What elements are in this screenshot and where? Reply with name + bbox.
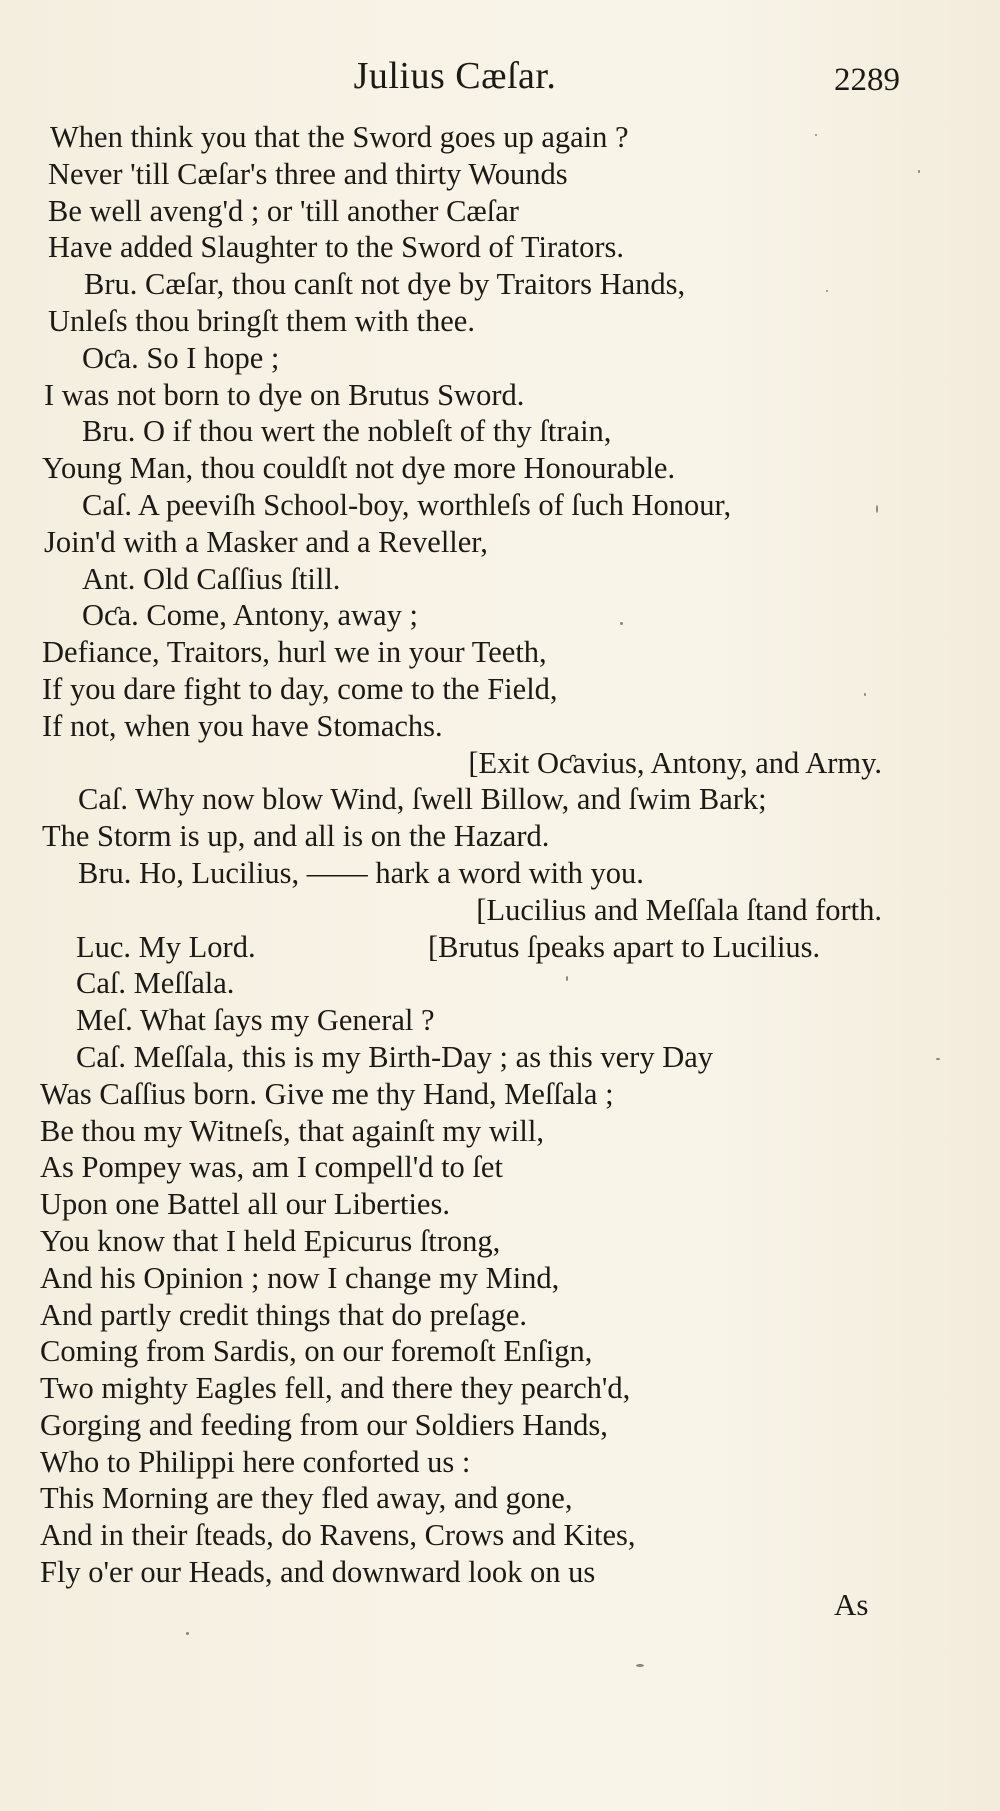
line-text: And partly credit things that do preſage. <box>40 1297 528 1332</box>
line-text: Caſ. Meſſala, this is my Birth-Day ; as this very Day <box>76 1039 714 1074</box>
text-line <box>0 1444 1000 1481</box>
stage-direction: [Brutus ſpeaks apart to Lucilius. <box>428 929 821 964</box>
text-line <box>0 1297 1000 1334</box>
text-line <box>0 266 1000 303</box>
line-text: Ant. Old Caſſius ſtill. <box>82 561 341 596</box>
line-text: Caſ. Meſſala. <box>76 966 235 1001</box>
text-line <box>0 708 1000 745</box>
running-title: Julius Cæſar. <box>353 55 557 97</box>
paper-speck <box>186 1632 189 1635</box>
line-text: Two mighty Eagles fell, and there they pearch'd, <box>40 1371 631 1406</box>
text-line <box>0 413 1000 450</box>
paper-speck <box>636 1664 644 1667</box>
line-text: Fly o'er our Heads, and downward look on us <box>40 1555 596 1590</box>
text-line <box>0 229 1000 266</box>
text-line <box>0 745 1000 782</box>
catchword: As <box>834 1587 869 1622</box>
line-text: Gorging and feeding from our Soldiers Hands, <box>40 1407 608 1442</box>
line-text: And in their ſteads, do Ravens, Crows and Kites, <box>40 1518 636 1553</box>
text-line <box>0 1002 1000 1039</box>
line-text: Oƈa. Come, Antony, away ; <box>82 598 418 633</box>
text-line <box>0 1554 1000 1591</box>
text-line <box>0 561 1000 598</box>
paper-speck <box>566 976 568 981</box>
play-text <box>0 119 1000 1591</box>
line-text: Unleſs thou bringſt them with thee. <box>48 303 475 338</box>
line-text: Was Caſſius born. Give me thy Hand, Meſſala ; <box>40 1076 614 1111</box>
line-text: The Storm is up, and all is on the Hazard. <box>42 819 550 854</box>
paper-speck <box>918 170 920 173</box>
page-number: 2289 <box>834 62 900 98</box>
text-line <box>0 487 1000 524</box>
line-text: Who to Philippi here conforted us : <box>40 1444 471 1479</box>
text-line <box>0 377 1000 414</box>
text-line <box>0 1076 1000 1113</box>
text-line <box>0 855 1000 892</box>
line-text: When think you that the Sword goes up again ? <box>50 120 629 154</box>
text-line <box>0 340 1000 377</box>
line-text: If not, when you have Stomachs. <box>42 708 443 743</box>
paper-speck <box>876 505 878 513</box>
stage-direction: [Exit Oƈavius, Antony, and Army. <box>468 745 882 780</box>
text-line <box>0 1113 1000 1150</box>
line-text: Luc. My Lord. <box>76 929 256 964</box>
line-text: Join'd with a Masker and a Reveller, <box>44 524 488 559</box>
paper-speck <box>815 134 817 136</box>
text-line <box>0 156 1000 193</box>
line-text: Bru. O if thou wert the nobleſt of thy ſtrain, <box>82 414 612 449</box>
text-line <box>0 1186 1000 1223</box>
text-line <box>0 1370 1000 1407</box>
text-line <box>0 1039 1000 1076</box>
line-text: Never 'till Cæſar's three and thirty Wounds <box>48 156 568 191</box>
line-text: You know that I held Epicurus ſtrong, <box>40 1223 501 1258</box>
line-text: Young Man, thou couldſt not dye more Honourable. <box>42 451 676 486</box>
text-line <box>0 1517 1000 1554</box>
line-text: If you dare fight to day, come to the Field, <box>42 671 558 706</box>
line-text: Be well aveng'd ; or 'till another Cæſar <box>48 193 519 228</box>
text-line <box>0 1223 1000 1260</box>
line-text: Upon one Battel all our Liberties. <box>40 1187 450 1222</box>
paper-speck <box>620 622 623 625</box>
text-line <box>0 965 1000 1002</box>
text-line <box>0 634 1000 671</box>
paper-speck <box>864 693 866 696</box>
line-text: Bru. Ho, Lucilius, —— hark a word with you. <box>78 855 644 890</box>
text-line <box>0 450 1000 487</box>
line-text: Bru. Cæſar, thou canſt not dye by Traitors Hands, <box>84 267 686 302</box>
text-line <box>0 1333 1000 1370</box>
line-text: Oƈa. So I hope ; <box>82 340 280 375</box>
line-text: This Morning are they fled away, and gone, <box>40 1481 573 1516</box>
line-text: Caſ. Why now blow Wind, ſwell Billow, and ſwim Bark; <box>78 782 767 817</box>
text-line <box>0 671 1000 708</box>
text-line <box>0 1480 1000 1517</box>
text-line <box>0 119 1000 156</box>
text-line <box>0 1407 1000 1444</box>
line-text: Be thou my Witneſs, that againſt my will, <box>40 1113 544 1148</box>
text-line <box>0 892 1000 929</box>
line-text: I was not born to dye on Brutus Sword. <box>44 377 525 412</box>
text-line <box>0 193 1000 230</box>
line-text: Coming from Sardis, on our foremoſt Enſign, <box>40 1334 593 1369</box>
paper-speck <box>826 290 828 292</box>
text-line <box>0 1149 1000 1186</box>
paper-speck <box>936 1058 940 1060</box>
line-text: Caſ. A peeviſh School-boy, worthleſs of ſuch Honour, <box>82 487 732 522</box>
text-line <box>0 929 1000 966</box>
text-line <box>0 303 1000 340</box>
line-text: As Pompey was, am I compell'd to ſet <box>40 1150 503 1185</box>
line-text: And his Opinion ; now I change my Mind, <box>40 1260 560 1295</box>
text-line <box>0 1260 1000 1297</box>
line-text: Have added Slaughter to the Sword of Tirators. <box>48 230 625 265</box>
text-line <box>0 818 1000 855</box>
text-line <box>0 781 1000 818</box>
line-text: Defiance, Traitors, hurl we in your Teeth, <box>42 635 547 670</box>
text-line <box>0 524 1000 561</box>
line-text: Meſ. What ſays my General ? <box>76 1003 435 1038</box>
stage-direction: [Lucilius and Meſſala ſtand forth. <box>476 892 882 927</box>
text-line <box>0 597 1000 634</box>
